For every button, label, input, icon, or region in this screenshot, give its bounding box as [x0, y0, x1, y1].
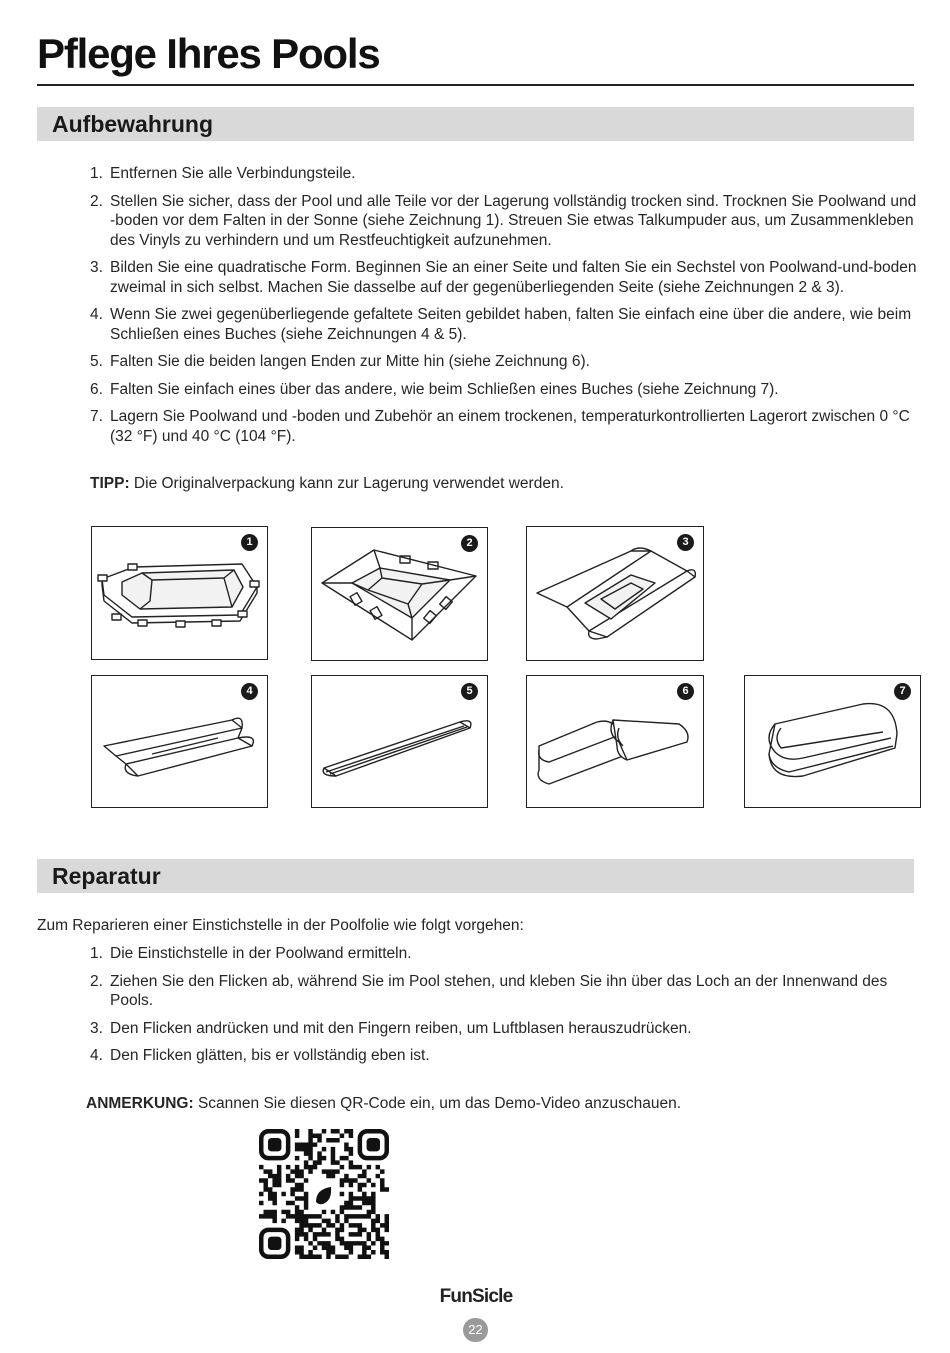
step-text: Lagern Sie Poolwand und -boden und Zubehör an einem trockenen, temperaturkontrollierten Lagerort zwischen 0 °C (32 °F) und 40 °C (104 °F).	[110, 408, 910, 445]
step-number: 3.	[90, 259, 103, 276]
step-text: Falten Sie einfach eines über das andere, wie beim Schließen eines Buches (siehe Zeichnung 7).	[110, 380, 779, 398]
figure-number-badge: 4	[241, 683, 258, 700]
figure-5	[311, 675, 488, 808]
step-number: 1.	[90, 945, 103, 962]
step-text: Falten Sie die beiden langen Enden zur Mitte hin (siehe Zeichnung 6).	[110, 353, 590, 370]
page-number: 22	[463, 1318, 488, 1342]
figure-number-badge: 7	[894, 683, 911, 700]
step-number: 4.	[90, 1047, 103, 1064]
figure-1	[91, 526, 268, 660]
list-item	[90, 305, 918, 344]
figure-3	[526, 526, 704, 661]
brand-logo: FunSicle	[439, 1286, 513, 1307]
step-number: 2.	[90, 192, 103, 210]
list-item	[90, 1019, 918, 1039]
list-item	[90, 972, 918, 1011]
step-text: Stellen Sie sicher, dass der Pool und alle Teile vor der Lagerung vollständig trocken sind. Trocknen Sie Poolwand und -boden vor dem Falten in der Sonne (siehe Zeichnung 1). Streuen Sie etwas Talkumpuder aus, um Zusammenkleben des Vinyls zu verhindern und um Restfeuchtigkeit aufzunehmen.	[110, 192, 917, 249]
tip-label: TIPP:	[90, 475, 130, 492]
step-text: Den Flicken andrücken und mit den Fingern reiben, um Luftblasen herauszudrücken.	[110, 1019, 692, 1037]
step-text: Ziehen Sie den Flicken ab, während Sie im Pool stehen, und kleben Sie ihn über das Loch an der Innenwand des Pools.	[110, 972, 888, 1009]
leaf-icon	[316, 1187, 331, 1204]
tip-text: Die Originalverpackung kann zur Lagerung verwendet werden.	[129, 475, 564, 492]
list-item	[90, 407, 918, 446]
step-number: 7.	[90, 408, 103, 425]
storage-tip	[90, 474, 564, 494]
repair-heading: Reparatur	[37, 859, 914, 893]
repair-note	[86, 1094, 681, 1114]
storage-steps-list	[90, 164, 918, 454]
list-item	[90, 164, 918, 184]
step-text: Wenn Sie zwei gegenüberliegende gefaltete Seiten gebildet haben, falten Sie einfach eine über die andere, wie beim Schließen eines Buches (siehe Zeichnungen 4 & 5).	[110, 306, 912, 343]
figure-number-badge: 3	[677, 534, 694, 551]
step-number: 3.	[90, 1019, 103, 1037]
step-text: Den Flicken glätten, bis er vollständig eben ist.	[110, 1047, 430, 1064]
list-item	[90, 258, 918, 297]
list-item	[90, 352, 918, 372]
repair-intro: Zum Reparieren einer Einstichstelle in der Poolfolie wie folgt vorgehen:	[37, 917, 524, 934]
qr-finder-center	[367, 1138, 380, 1151]
repair-steps-list	[90, 944, 918, 1074]
step-number: 6.	[90, 380, 103, 398]
qr-code-image[interactable]	[259, 1129, 389, 1259]
step-number: 5.	[90, 353, 103, 370]
figure-2	[311, 527, 488, 661]
qr-finder-center	[268, 1237, 281, 1250]
step-number: 2.	[90, 972, 103, 990]
figure-number-badge: 2	[461, 535, 478, 552]
step-text: Entfernen Sie alle Verbindungsteile.	[110, 165, 356, 182]
title-divider	[37, 84, 914, 86]
note-text: Scannen Sie diesen QR-Code ein, um das Demo-Video anzuschauen.	[193, 1095, 682, 1112]
figure-7	[744, 675, 921, 808]
list-item	[90, 944, 918, 964]
step-text: Die Einstichstelle in der Poolwand ermitteln.	[110, 945, 412, 962]
figure-number-badge: 5	[461, 683, 478, 700]
qr-finder-center	[268, 1138, 281, 1151]
figure-number-badge: 1	[241, 534, 258, 551]
list-item	[90, 380, 918, 400]
step-text: Bilden Sie eine quadratische Form. Beginnen Sie an einer Seite und falten Sie ein Sechstel von Poolwand-und-boden zweimal in sich selbst. Machen Sie dasselbe auf der gegenüberliegenden Seite (siehe Zeichnungen 2 & 3).	[110, 259, 917, 296]
page-title: Pflege Ihres Pools	[37, 30, 380, 77]
figure-number-badge: 6	[677, 683, 694, 700]
figure-4	[91, 675, 268, 808]
list-item	[90, 192, 918, 251]
storage-heading: Aufbewahrung	[37, 107, 914, 141]
figure-6	[526, 675, 704, 808]
step-number: 4.	[90, 306, 103, 323]
note-label: ANMERKUNG:	[86, 1095, 194, 1112]
step-number: 1.	[90, 165, 103, 182]
list-item	[90, 1046, 918, 1066]
